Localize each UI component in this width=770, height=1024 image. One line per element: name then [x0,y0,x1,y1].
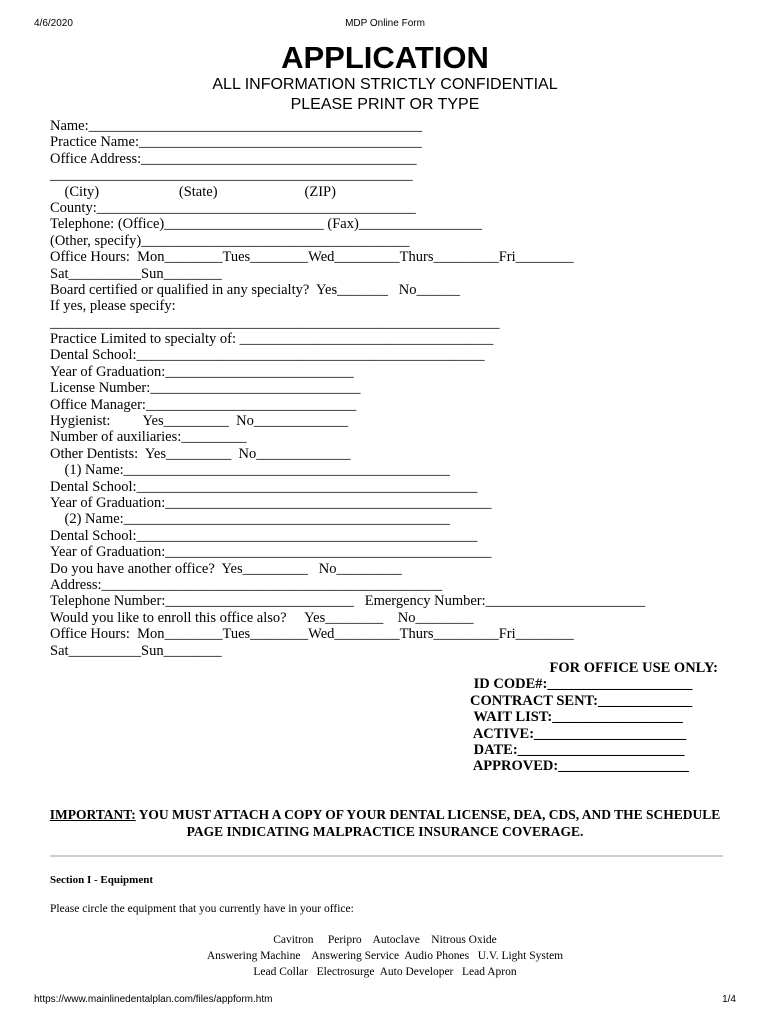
license-number-field[interactable]: License Number:_____________________________ [50,380,361,397]
important-notice [40,806,730,840]
important-label: IMPORTANT: [49,807,136,822]
equipment-line[interactable]: Answering Machine Answering Service Audio Phones U.V. Light System [206,950,564,962]
important-text: YOU MUST ATTACH A COPY OF YOUR DENTAL LICENSE, DEA, CDS, AND THE SCHEDULE PAGE INDICATING MALPRACTICE INSURANCE COVERAGE. [135,807,721,839]
header-title: MDP Online Form [345,18,425,29]
office-address-field[interactable]: Office Address:______________________________________ [50,150,417,167]
dental-school-field[interactable]: Dental School:________________________________________________ [50,347,485,364]
practice-limited-field[interactable]: Practice Limited to specialty of: ___________________________________ [50,331,494,348]
wait-list-field[interactable]: WAIT LIST:__________________ [470,709,683,726]
header-date: 4/6/2020 [34,18,73,29]
form-fields [50,118,730,659]
date-field[interactable]: DATE:_______________________ [470,741,685,758]
office-hours-weekend-field[interactable]: Sat__________Sun________ [50,265,222,282]
enroll-office-field[interactable]: Would you like to enroll this office also? Yes________ No________ [50,609,474,626]
dentist-1-graduation-field[interactable]: Year of Graduation:_____________________________________________ [50,494,492,511]
address-line-2-field[interactable]: __________________________________________________ [50,167,413,184]
dentist-1-name-field[interactable]: (1) Name:_____________________________________________ [50,462,450,479]
city-state-zip-labels: (City) (State) (ZIP) [50,183,336,200]
board-certified-field[interactable]: Board certified or qualified in any specialty? Yes_______ No______ [50,281,460,298]
practice-name-field[interactable]: Practice Name:_______________________________________ [50,134,422,151]
second-office-hours-field[interactable]: Office Hours: Mon________Tues________Wed_________Thurs_________Fri________ [50,626,574,643]
equipment-line[interactable]: Lead Collar Electrosurge Auto Developer Lead Apron [253,966,517,978]
graduation-year-field[interactable]: Year of Graduation:__________________________ [50,363,354,380]
footer-url: https://www.mainlinedentalplan.com/files/appform.htm [34,994,273,1005]
approved-field[interactable]: APPROVED:__________________ [470,758,689,775]
subtitle-confidential: ALL INFORMATION STRICTLY CONFIDENTIAL [212,76,558,93]
equipment-list [0,932,770,980]
subtitle-print: PLEASE PRINT OR TYPE [290,96,480,113]
office-use-block [470,660,730,775]
page-title: APPLICATION [281,40,489,75]
other-phone-field[interactable]: (Other, specify)_____________________________________ [50,232,410,249]
active-field[interactable]: ACTIVE:_____________________ [470,725,687,742]
contract-sent-field[interactable]: CONTRACT SENT:_____________ [470,692,693,709]
second-office-hours-weekend-field[interactable]: Sat__________Sun________ [50,642,222,659]
dentist-2-school-field[interactable]: Dental School:_______________________________________________ [50,527,478,544]
county-field[interactable]: County:____________________________________________ [50,199,416,216]
another-office-field[interactable]: Do you have another office? Yes_________ No_________ [50,560,402,577]
hygienist-field[interactable]: Hygienist: Yes_________ No_____________ [50,413,349,430]
name-field[interactable]: Name:______________________________________________ [50,118,423,134]
telephone-emergency-field[interactable]: Telephone Number:__________________________ Emergency Number:______________________ [50,593,646,610]
section-divider [50,855,723,857]
specialty-field[interactable]: ______________________________________________________________ [50,314,500,331]
section-instruction: Please circle the equipment that you currently have in your office: [50,903,354,915]
office-manager-field[interactable]: Office Manager:_____________________________ [50,396,357,413]
dentist-1-school-field[interactable]: Dental School:_______________________________________________ [50,478,478,495]
dentist-2-graduation-field[interactable]: Year of Graduation:_____________________________________________ [50,544,492,561]
other-dentists-field[interactable]: Other Dentists: Yes_________ No_____________ [50,445,351,462]
second-address-field[interactable]: Address:_______________________________________________ [50,576,443,593]
office-hours-field[interactable]: Office Hours: Mon________Tues________Wed_________Thurs_________Fri________ [50,249,574,266]
specialty-prompt: If yes, please specify: [50,298,176,315]
footer-page-number: 1/4 [722,994,736,1005]
section-title: Section I - Equipment [50,874,153,886]
id-code-field[interactable]: ID CODE#:____________________ [470,676,693,693]
office-use-title: FOR OFFICE USE ONLY: [549,660,718,676]
dentist-2-name-field[interactable]: (2) Name:_____________________________________________ [50,511,450,528]
telephone-fax-field[interactable]: Telephone: (Office)______________________ (Fax)_________________ [50,216,483,233]
equipment-line[interactable]: Cavitron Peripro Autoclave Nitrous Oxide [273,934,497,946]
auxiliaries-field[interactable]: Number of auxiliaries:_________ [50,429,247,446]
